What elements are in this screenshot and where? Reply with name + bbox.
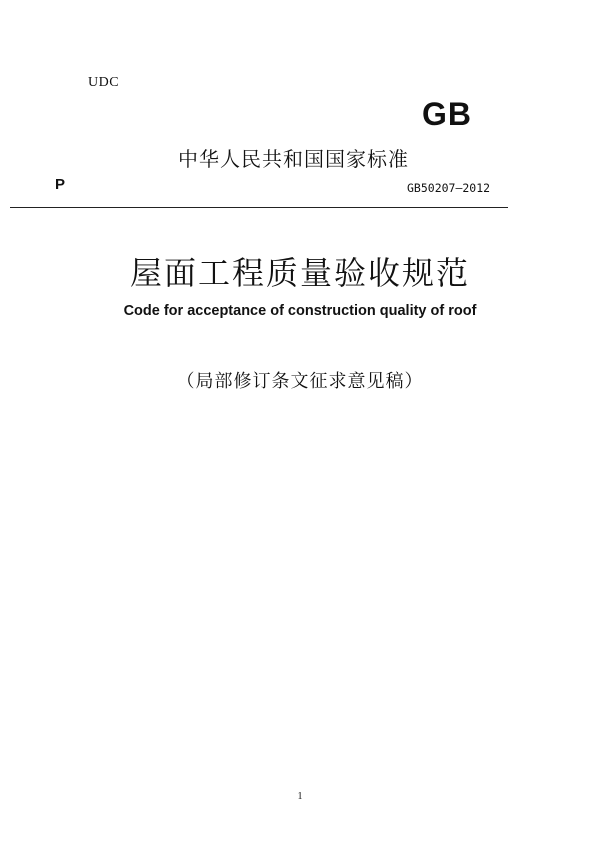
udc-label: UDC [88,75,120,90]
gb-mark: GB [422,96,472,132]
page-number: 1 [297,791,303,802]
draft-note: （局部修订条文征求意见稿） [176,371,424,392]
p-mark: P [55,176,66,193]
standard-number: GB50207—2012 [407,181,491,195]
national-standard-label: 中华人民共和国国家标准 [178,147,409,171]
document-title-english: Code for acceptance of construction quality of roof [123,303,477,319]
header-divider [10,207,508,208]
document-title-chinese: 屋面工程质量验收规范 [129,254,470,292]
